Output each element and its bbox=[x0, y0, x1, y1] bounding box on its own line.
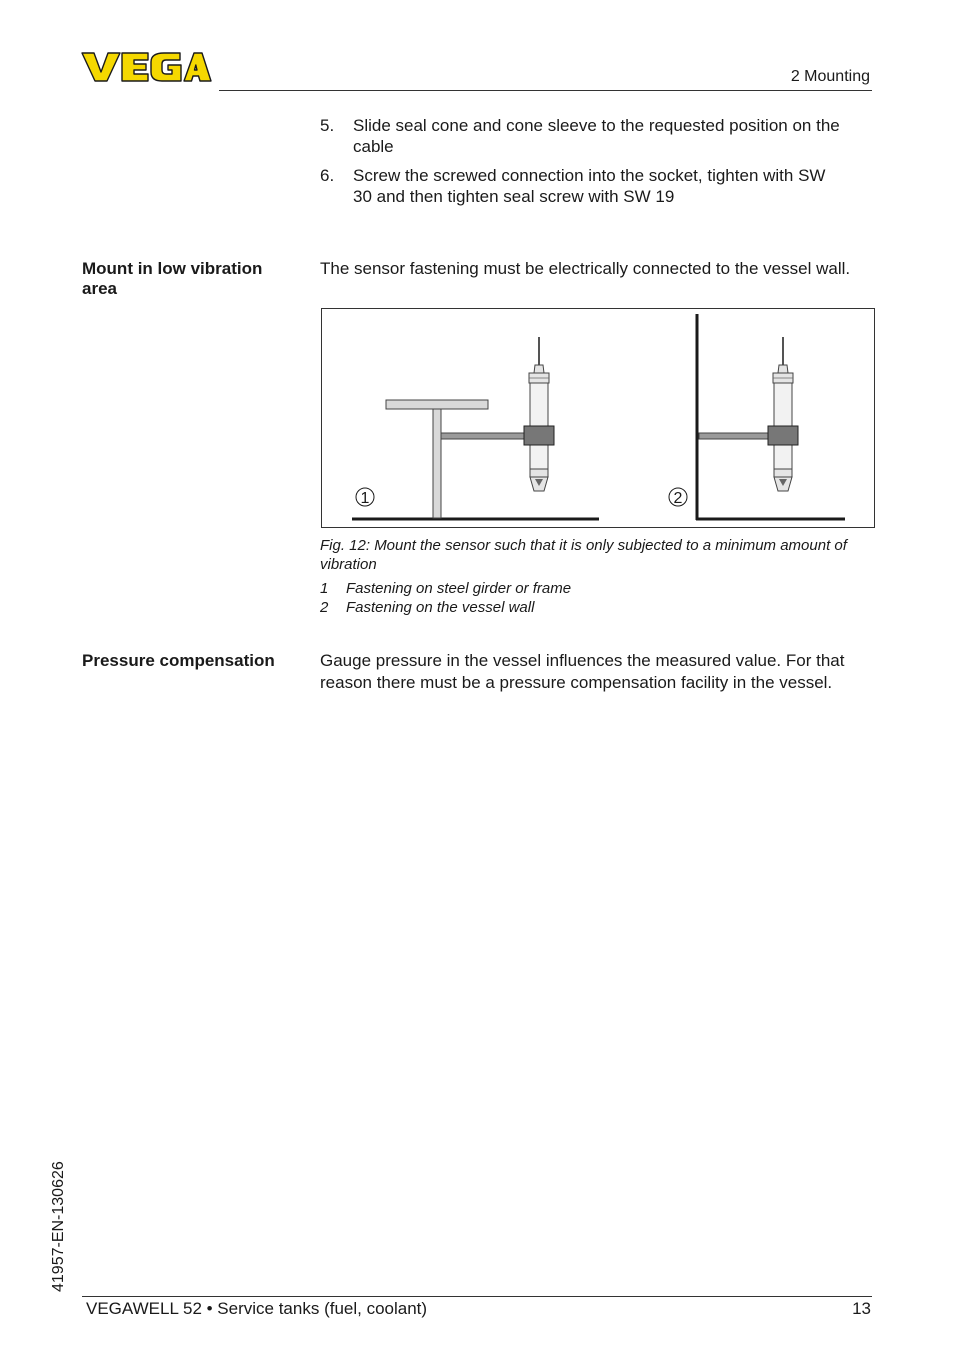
body-text-pressure: Gauge pressure in the vessel influences the measured value. For that reason there must be a pressure compensation facility in the vessel. bbox=[320, 651, 845, 692]
section-title: 2 Mounting bbox=[790, 68, 870, 85]
step-text: Slide seal cone and cone sleeve to the requested position on the cable bbox=[353, 116, 840, 156]
list-item bbox=[320, 115, 880, 159]
side-heading-pressure: Pressure compensation bbox=[82, 651, 275, 670]
mounting-illustration bbox=[322, 309, 874, 527]
list-item bbox=[320, 165, 880, 209]
legend-text: Fastening on the vessel wall bbox=[346, 599, 535, 616]
side-heading-vibration: Mount in low vibration area bbox=[82, 259, 263, 298]
marker-1-label: 1 bbox=[360, 490, 370, 507]
page-number: 13 bbox=[852, 1299, 871, 1318]
legend-text: Fastening on steel girder or frame bbox=[346, 580, 572, 597]
marker-2-label: 2 bbox=[673, 490, 683, 507]
footer-title: VEGAWELL 52 • Service tanks (fuel, coolant) bbox=[86, 1299, 428, 1318]
step-number: 6. bbox=[320, 166, 335, 185]
marker-1 bbox=[356, 488, 374, 507]
legend-number: 1 bbox=[320, 580, 329, 597]
vessel-wall-scene bbox=[696, 314, 845, 520]
footer-rule bbox=[82, 1296, 872, 1297]
document-id: 41957-EN-130626 bbox=[50, 1161, 67, 1292]
legend-number: 2 bbox=[320, 599, 329, 616]
steel-girder-scene bbox=[352, 400, 599, 519]
marker-2 bbox=[669, 488, 687, 507]
step-number: 5. bbox=[320, 116, 335, 135]
header-rule bbox=[219, 90, 872, 91]
step-text: Screw the screwed connection into the socket, tighten with SW 30 and then tighten seal screw with SW 19 bbox=[353, 166, 826, 206]
vega-logo bbox=[80, 50, 212, 84]
sensor-probe bbox=[524, 337, 554, 491]
body-text-vibration: The sensor fastening must be electrically connected to the vessel wall. bbox=[320, 259, 851, 278]
figure-caption: Fig. 12: Mount the sensor such that it is only subjected to a minimum amount of vibration bbox=[320, 537, 847, 573]
sensor-probe bbox=[768, 337, 798, 491]
mounting-figure bbox=[321, 308, 875, 528]
